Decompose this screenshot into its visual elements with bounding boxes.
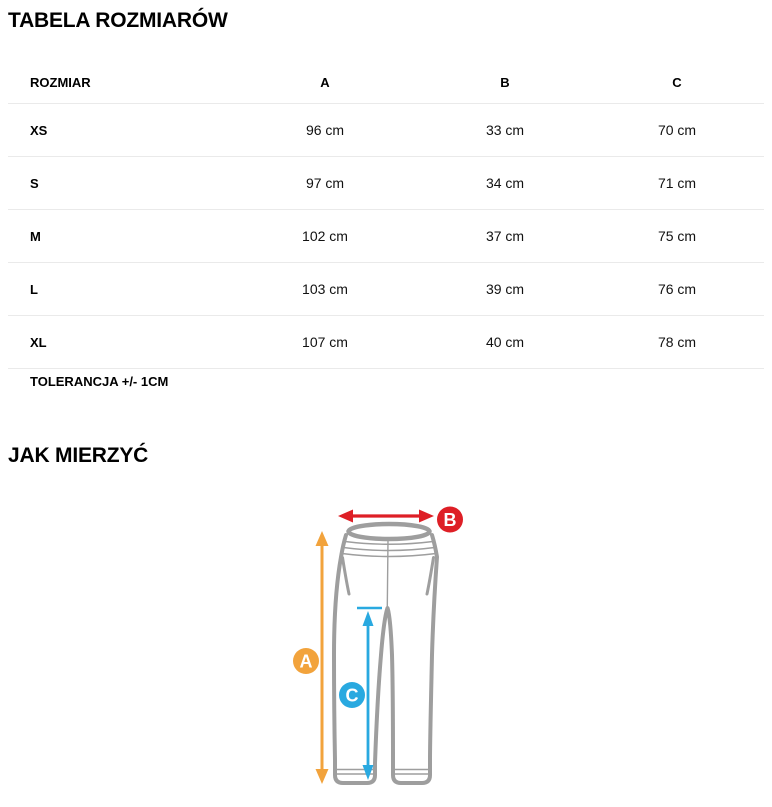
size-label: S [8, 157, 230, 210]
b-arrowhead-right-icon [419, 510, 434, 523]
size-table-title: TABELA ROZMIARÓW [8, 9, 228, 32]
b-arrowhead-left-icon [338, 510, 353, 523]
column-header-c: C [590, 61, 764, 104]
measurement-c: 76 cm [590, 263, 764, 316]
waist-opening-ellipse [349, 524, 430, 539]
tolerance-note: TOLERANCJA +/- 1CM [30, 374, 169, 389]
size-label: XL [8, 316, 230, 369]
size-table [8, 61, 764, 369]
measurement-a: 96 cm [230, 104, 420, 157]
measure-a-arrow [293, 531, 329, 784]
measurement-c: 70 cm [590, 104, 764, 157]
measurement-c: 71 cm [590, 157, 764, 210]
measurement-diagram [0, 480, 772, 807]
a-arrowhead-down-icon [316, 769, 329, 784]
table-row-m [8, 210, 764, 263]
size-label: L [8, 263, 230, 316]
column-header-a: A [230, 61, 420, 104]
table-row-xs [8, 104, 764, 157]
size-label: M [8, 210, 230, 263]
measurement-b: 33 cm [420, 104, 590, 157]
measurement-a: 107 cm [230, 316, 420, 369]
c-badge-letter: C [345, 685, 359, 706]
pants-outline [334, 535, 437, 783]
c-arrowhead-down-icon [363, 765, 374, 780]
table-row-l [8, 263, 764, 316]
waistband-ribbing [342, 542, 436, 557]
pocket-left [343, 558, 350, 595]
table-row-s [8, 157, 764, 210]
column-header-rozmiar: ROZMIAR [8, 61, 230, 104]
measurement-a: 97 cm [230, 157, 420, 210]
measurement-b: 40 cm [420, 316, 590, 369]
measurement-a: 102 cm [230, 210, 420, 263]
pocket-right [427, 558, 434, 595]
measurement-b: 34 cm [420, 157, 590, 210]
table-row-xl [8, 316, 764, 369]
measurement-b: 39 cm [420, 263, 590, 316]
size-label: XS [8, 104, 230, 157]
how-to-measure-title: JAK MIERZYĆ [8, 444, 149, 467]
measurement-c: 75 cm [590, 210, 764, 263]
pants-illustration [334, 524, 437, 783]
size-table-header-row [8, 61, 764, 104]
measurement-a: 103 cm [230, 263, 420, 316]
measurement-b: 37 cm [420, 210, 590, 263]
column-header-b: B [420, 61, 590, 104]
c-arrowhead-up-icon [363, 611, 374, 626]
measurement-c: 78 cm [590, 316, 764, 369]
center-front-seam [387, 540, 388, 606]
a-arrowhead-up-icon [316, 531, 329, 546]
cuff-ribbing [337, 770, 430, 775]
a-badge-letter: A [299, 651, 313, 672]
b-badge-letter: B [443, 510, 457, 530]
